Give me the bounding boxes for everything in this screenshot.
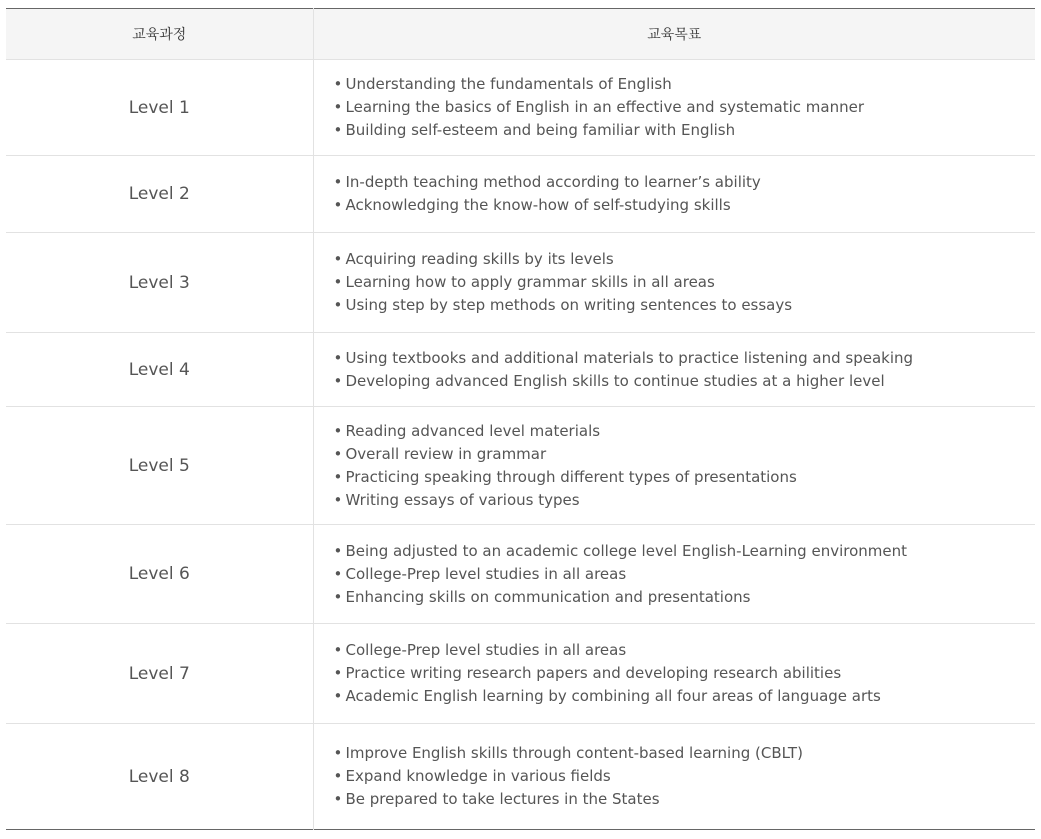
table-header: [6, 9, 1035, 60]
bullet-icon: •: [333, 196, 343, 214]
goal-item: [334, 294, 1036, 317]
bullet-icon: •: [333, 371, 343, 390]
level-cell: Level 1: [6, 60, 313, 156]
goal-item: [334, 662, 1036, 685]
bullet-icon: •: [333, 767, 343, 785]
goal-item: [334, 685, 1036, 708]
goal-item: [334, 171, 1036, 194]
header-row: [6, 9, 1035, 60]
goals-cell: [313, 407, 1035, 525]
bullet-icon: •: [333, 664, 343, 682]
table-row: [6, 333, 1035, 407]
bullet-icon: •: [333, 250, 343, 268]
goal-item: [334, 540, 1036, 563]
goals-cell: [313, 724, 1035, 830]
goal-list: [334, 639, 1036, 708]
bullet-icon: •: [333, 75, 343, 93]
header-curriculum: 교육과정: [6, 9, 313, 60]
goal-item: [334, 466, 1036, 489]
bullet-icon: •: [333, 687, 343, 705]
header-objectives: 교육목표: [313, 9, 1035, 60]
goals-cell: [313, 624, 1035, 724]
goal-text: Building self-esteem and being familiar with English: [345, 121, 736, 139]
goal-text: Practicing speaking through different types of presentations: [345, 467, 797, 486]
bullet-icon: •: [333, 173, 343, 191]
bullet-icon: •: [333, 564, 343, 583]
goal-item: [334, 96, 1036, 119]
goal-item: [334, 765, 1036, 788]
goal-text: Improve English skills through content-based learning (CBLT): [345, 744, 803, 762]
goal-text: Be prepared to take lectures in the States: [345, 790, 660, 808]
level-cell: Level 6: [6, 525, 313, 624]
bullet-icon: •: [333, 421, 343, 440]
goal-item: [334, 788, 1036, 811]
goals-cell: [313, 156, 1035, 233]
goal-text: Understanding the fundamentals of English: [345, 75, 672, 93]
goal-item: [334, 347, 1036, 370]
bullet-icon: •: [333, 444, 343, 463]
goal-text: Using textbooks and additional materials to practice listening and speaking: [345, 348, 914, 367]
bullet-icon: •: [333, 790, 343, 808]
goal-text: Using step by step methods on writing sentences to essays: [345, 296, 793, 314]
table-body: [6, 60, 1035, 830]
goal-list: [334, 540, 1036, 609]
level-cell: Level 5: [6, 407, 313, 525]
goal-text: Reading advanced level materials: [345, 421, 601, 440]
goal-text: Learning the basics of English in an effective and systematic manner: [345, 98, 865, 116]
bullet-icon: •: [333, 467, 343, 486]
bullet-icon: •: [333, 296, 343, 314]
table-row: [6, 233, 1035, 333]
goal-text: Developing advanced English skills to continue studies at a higher level: [345, 371, 885, 390]
goal-list: [334, 248, 1036, 317]
table-row: [6, 525, 1035, 624]
goal-text: Practice writing research papers and developing research abilities: [345, 664, 842, 682]
table-row: [6, 60, 1035, 156]
table-row: [6, 624, 1035, 724]
goal-text: Writing essays of various types: [345, 490, 580, 509]
goal-text: Being adjusted to an academic college level English-Learning environment: [345, 541, 907, 560]
table-row: [6, 724, 1035, 830]
goal-text: College-Prep level studies in all areas: [345, 564, 627, 583]
goal-item: [334, 420, 1036, 443]
goals-cell: [313, 233, 1035, 333]
bullet-icon: •: [333, 273, 343, 291]
goal-text: Acquiring reading skills by its levels: [345, 250, 614, 268]
goal-item: [334, 271, 1036, 294]
goal-text: Academic English learning by combining all four areas of language arts: [345, 687, 881, 705]
bullet-icon: •: [333, 98, 343, 116]
goal-item: [334, 73, 1036, 96]
goal-list: [334, 742, 1036, 811]
goal-item: [334, 370, 1036, 393]
bullet-icon: •: [333, 541, 343, 560]
goal-item: [334, 194, 1036, 217]
goal-list: [334, 347, 1036, 393]
goal-text: Acknowledging the know-how of self-studying skills: [345, 196, 731, 214]
table-row: [6, 156, 1035, 233]
bullet-icon: •: [333, 490, 343, 509]
goal-text: Learning how to apply grammar skills in all areas: [345, 273, 715, 291]
goal-list: [334, 420, 1036, 512]
goal-list: [334, 171, 1036, 217]
level-cell: Level 4: [6, 333, 313, 407]
goal-item: [334, 639, 1036, 662]
goal-item: [334, 742, 1036, 765]
goal-text: Enhancing skills on communication and presentations: [345, 587, 751, 606]
bullet-icon: •: [333, 744, 343, 762]
goals-cell: [313, 333, 1035, 407]
goal-item: [334, 489, 1036, 512]
goal-text: In-depth teaching method according to learner’s ability: [345, 173, 761, 191]
goals-cell: [313, 525, 1035, 624]
table-row: [6, 407, 1035, 525]
goal-item: [334, 443, 1036, 466]
goal-item: [334, 586, 1036, 609]
goal-text: Overall review in grammar: [345, 444, 547, 463]
bullet-icon: •: [333, 121, 343, 139]
level-cell: Level 7: [6, 624, 313, 724]
level-cell: Level 8: [128, 766, 190, 787]
goal-text: Expand knowledge in various fields: [345, 767, 611, 785]
bullet-icon: •: [333, 348, 343, 367]
level-cell: Level 2: [6, 156, 313, 233]
level-cell: Level 3: [6, 233, 313, 333]
curriculum-table: [6, 8, 1035, 830]
goal-item: [334, 119, 1036, 142]
bullet-icon: •: [333, 587, 343, 606]
bullet-icon: •: [333, 641, 343, 659]
goals-cell: [313, 60, 1035, 156]
goal-list: [334, 73, 1036, 142]
goal-item: [334, 563, 1036, 586]
goal-item: [334, 248, 1036, 271]
goal-text: College-Prep level studies in all areas: [345, 641, 627, 659]
